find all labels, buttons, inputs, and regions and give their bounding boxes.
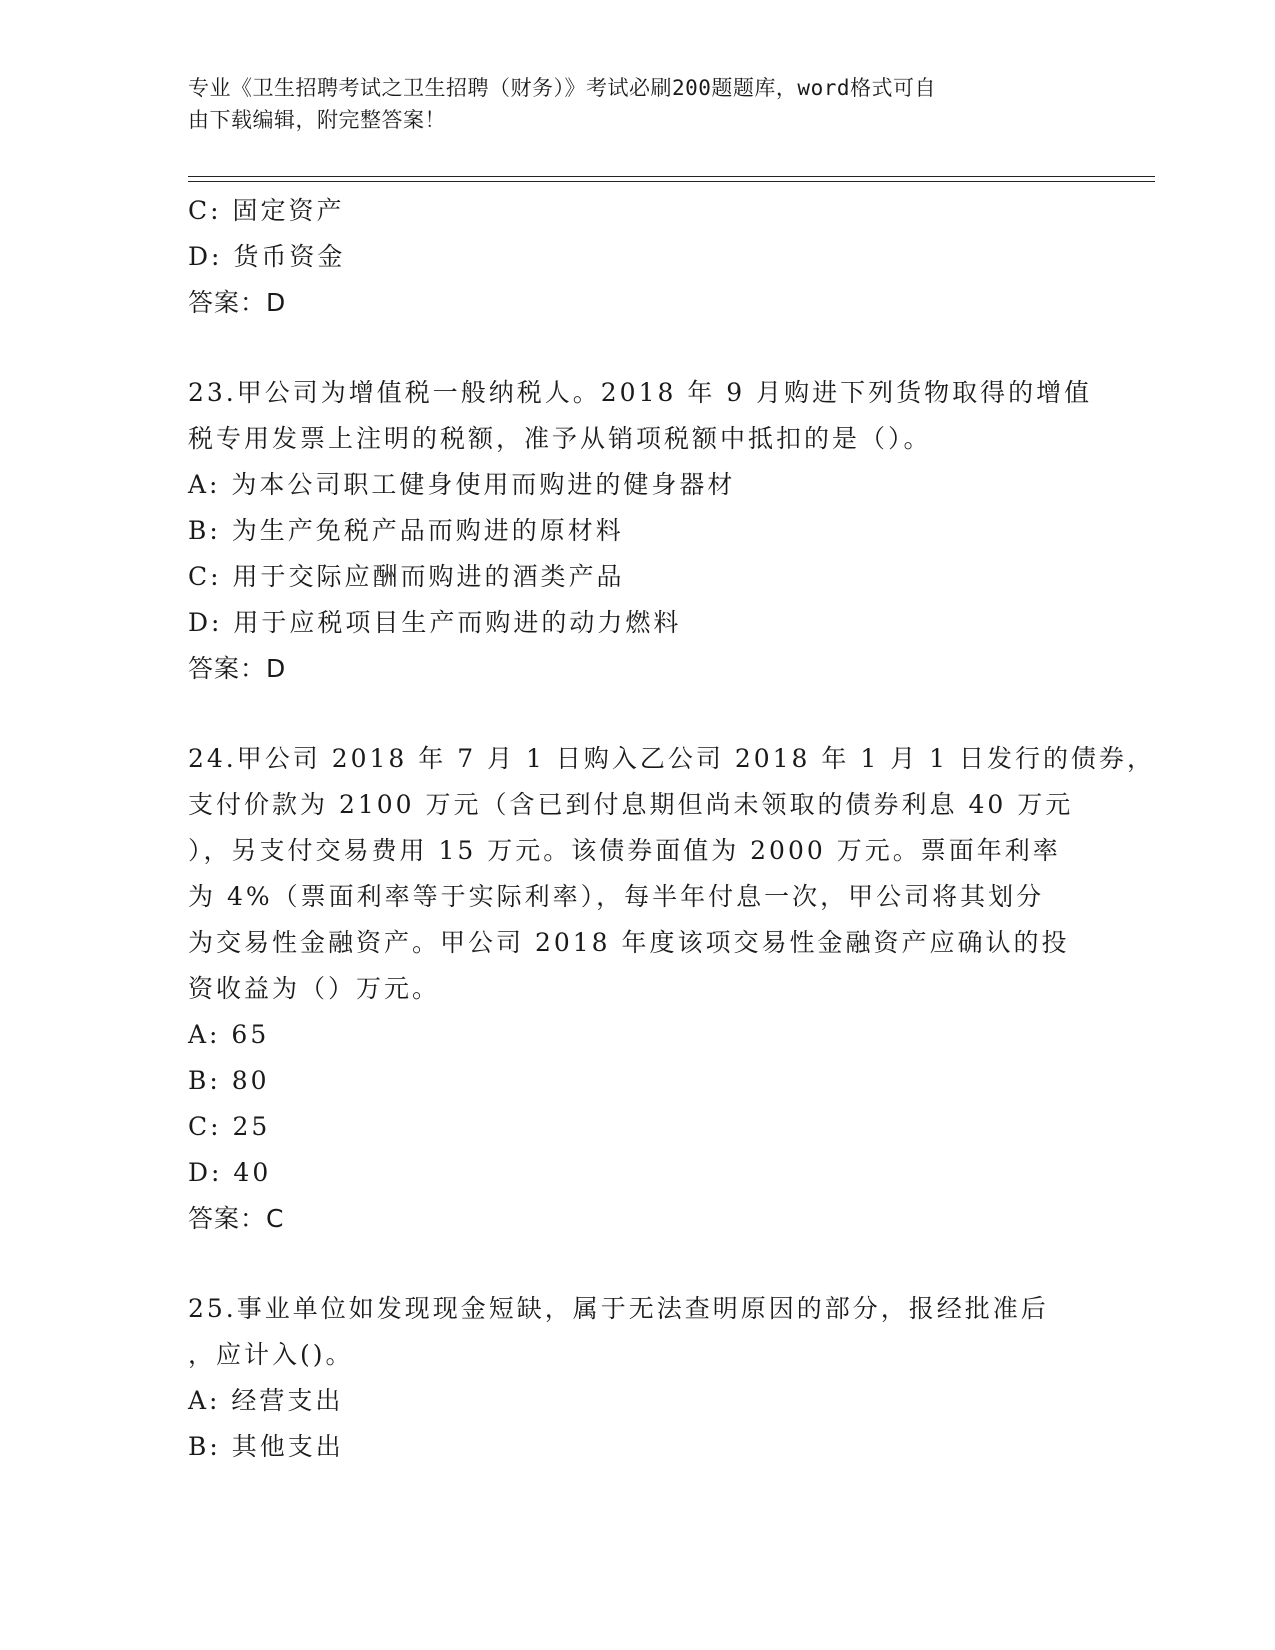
question-stem-line: ，应计入()。 xyxy=(188,1340,354,1369)
option-c: C: 固定资产 xyxy=(188,196,345,225)
option-c: C: 用于交际应酬而购进的酒类产品 xyxy=(188,562,625,591)
question-stem-line: 为 4%（票面利率等于实际利率），每半年付息一次，甲公司将其划分 xyxy=(188,882,1045,911)
question-stem-line: 税专用发票上注明的税额，准予从销项税额中抵扣的是（）。 xyxy=(188,424,932,453)
spacer xyxy=(188,692,1088,736)
question-stem-line: 24.甲公司 2018 年 7 月 1 日购入乙公司 2018 年 1 月 1 日发行的债券， xyxy=(188,744,1155,773)
question-stem-line: 支付价款为 2100 万元（含已到付息期但尚未领取的债券利息 40 万元 xyxy=(188,790,1074,819)
question-25 xyxy=(188,1286,1088,1470)
answer-line: 答案：D xyxy=(188,288,287,317)
answer-line: 答案：C xyxy=(188,1204,285,1233)
header-divider-bottom xyxy=(188,181,1155,182)
option-a: A: 经营支出 xyxy=(188,1386,344,1415)
spacer xyxy=(188,326,1088,370)
option-a: A: 为本公司职工健身使用而购进的健身器材 xyxy=(188,470,736,499)
header-divider-top xyxy=(188,176,1155,177)
question-stem-line: 为交易性金融资产。甲公司 2018 年度该项交易性金融资产应确认的投 xyxy=(188,928,1070,957)
question-stem-line: 23.甲公司为增值税一般纳税人。2018 年 9 月购进下列货物取得的增值 xyxy=(188,378,1093,407)
header-line-1: 专业《卫生招聘考试之卫生招聘（财务）》考试必刷200题题库，word格式可自 xyxy=(188,76,936,100)
option-b: B: 为生产免税产品而购进的原材料 xyxy=(188,516,624,545)
option-d: D: 货币资金 xyxy=(188,242,346,271)
option-b: B: 其他支出 xyxy=(188,1432,344,1461)
option-b: B: 80 xyxy=(188,1066,270,1095)
option-c: C: 25 xyxy=(188,1112,271,1141)
answer-line: 答案：D xyxy=(188,654,287,683)
page-header xyxy=(188,72,1088,136)
question-24 xyxy=(188,736,1155,1242)
question-stem-line: ），另支付交易费用 15 万元。该债券面值为 2000 万元。票面年利率 xyxy=(188,836,1061,865)
option-d: D: 40 xyxy=(188,1158,272,1187)
question-23 xyxy=(188,370,1093,692)
question-stem-line: 资收益为（）万元。 xyxy=(188,974,441,1003)
previous-question-tail xyxy=(188,188,1088,326)
question-content xyxy=(188,188,1155,1470)
question-stem-line: 25.事业单位如发现现金短缺，属于无法查明原因的部分，报经批准后 xyxy=(188,1294,1049,1323)
option-d: D: 用于应税项目生产而购进的动力燃料 xyxy=(188,608,682,637)
option-a: A: 65 xyxy=(188,1020,270,1049)
header-line-2: 由下载编辑，附完整答案！ xyxy=(188,108,446,132)
spacer xyxy=(188,1242,1088,1286)
